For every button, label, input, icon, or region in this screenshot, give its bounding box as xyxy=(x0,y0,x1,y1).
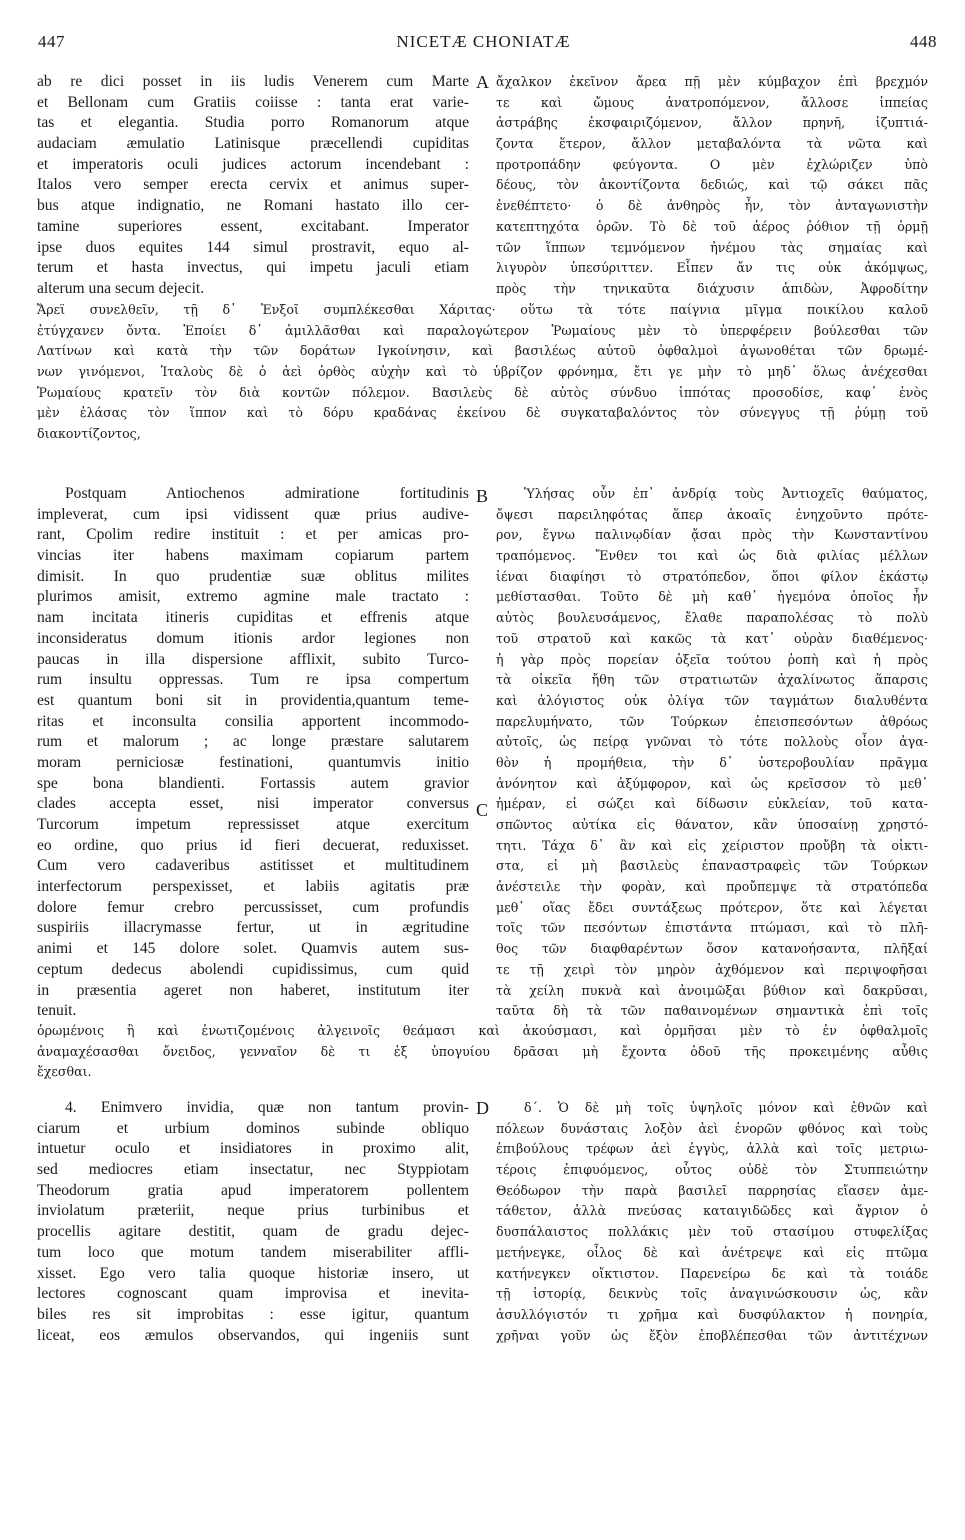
latin-line: dolore femur crebro percussisset, cum profundis xyxy=(37,898,469,916)
greek-line: διακοντίζοντος, xyxy=(37,426,141,442)
latin-line: animi et 145 dolore solet. Quamvis autem sus- xyxy=(37,940,469,958)
latin-line: ritas et inconsulta consilia apportent incommodo- xyxy=(37,712,469,730)
greek-line: ἰέναι διαφίησι τὸ στρατόπεδον, ὅποι φίλον ἑκάστῳ xyxy=(496,568,928,584)
greek-line: μετήνεγκε, οἶλος δὲ καὶ ἀνέτρεψε καὶ εἰς πτῶμα xyxy=(496,1244,928,1260)
page-number-left: 447 xyxy=(38,32,65,51)
latin-line: dimisit. In quo prudentiæ suæ oblitus milites xyxy=(37,567,469,585)
margin-letter-d: D xyxy=(476,1098,489,1118)
latin-line: Cum vero cadaveribus astitisset et multitudinem xyxy=(37,857,469,875)
latin-line: tas et elegantia. Studia porro Romanorum atque xyxy=(37,114,469,132)
greek-line: τε καὶ ὤμους ἀνατροπόμενον, ἄλλοσε ἱππείας xyxy=(496,94,928,110)
latin-line: intuetur oculo et insidiatores in proximo alit, xyxy=(37,1140,469,1158)
greek-fullwidth-b xyxy=(37,1021,928,1083)
latin-line: vincias iter habens maximam copiarum partem xyxy=(37,547,469,565)
latin-column-d xyxy=(37,1098,469,1346)
latin-line: inconsideratus domum itionis ardor legiones non xyxy=(37,629,469,647)
greek-line: δ΄. Ὁ δὲ μὴ τοῖς ὑψηλοῖς μόνον καὶ ἐθνῶν καὶ xyxy=(524,1100,928,1115)
latin-line: Theodorum gratia apud imperatorem pollentem xyxy=(37,1181,469,1199)
greek-line: ἀνέστειλε τὴν φορὰν, καὶ προὔπεμψε τὰ στρατόπεδα xyxy=(496,879,928,895)
greek-line: ἀνόνητον καὶ ἀξύμφορον, καὶ ὡς κρεῖσσον τὸ μεθ᾽ xyxy=(496,775,928,791)
greek-line: ταῦτα δὴ τὰ τῶν παθαινομένων σημαντικὰ ἐπὶ τοῖς xyxy=(496,1003,928,1019)
latin-line: in præsentia ageret non haberet, institutum iter xyxy=(37,981,469,999)
latin-line: et Bellonam cum Gratiis coiisse : tanta erat varie- xyxy=(37,93,469,111)
margin-letter-c: C xyxy=(476,800,489,820)
latin-line: est quantum boni sit in providentia,quantum teme- xyxy=(37,691,469,709)
greek-line: ρον, ἔγνω παλινῳδίαν ᾄσαι πρὸς τὴν Κωνσταντίνου xyxy=(496,527,928,543)
latin-line: sed mediocres etiam insectatur, nec Styppiotam xyxy=(37,1161,469,1179)
latin-line: tamine superiores essent, excitabant. Imperator xyxy=(37,217,469,235)
latin-line: spe bona blandienti. Fortassis autem gravior xyxy=(37,774,469,792)
latin-line: procellis agitare destitit, quam de gradu dejec- xyxy=(37,1223,469,1241)
greek-line: θὸν ἡ προμήθεια, τὴν δ᾽ ὑστεροβουλίαν πρᾶγμα xyxy=(496,754,928,770)
greek-line: παρελυμήνατο, τῶν Τούρκων ἐπεισπεσόντων ἀθρόως xyxy=(496,713,928,729)
latin-line: rant, Cpolim redire instituit : et per amicas pro- xyxy=(37,526,469,544)
greek-column-a xyxy=(496,72,928,300)
greek-line: ἄχαλκον ἐκεῖνον ἄρεα πῇ μὲν κύμβαχον ἐπὶ βρεχμόν xyxy=(496,74,928,89)
latin-line: terum et hasta invectus, qui impetu jaculi etiam xyxy=(37,259,469,277)
greek-line: ἀναμαχέσασθαι ὄνειδος, γενναῖον δὲ τι ἐξ ὑπογυίου δρᾶσαι μὴ ἔχοντα ὁδοῦ τῆς προκειμένης αὖθις xyxy=(37,1043,928,1059)
latin-line: ipse duos equites 144 simul prostravit, equo al- xyxy=(37,238,469,256)
latin-line: paucas in illa dispersione afflixit, subito Turco- xyxy=(37,650,469,668)
greek-line: κατήνεγκεν οἴκτιστον. Παρενείρω δε καὶ τὰ τοιάδε xyxy=(496,1265,928,1281)
latin-column-a xyxy=(37,72,469,300)
greek-line: τὰ χείλη πυκνὰ καὶ ἀνοιμῶξαι βύθιον καὶ δακρῦσαι, xyxy=(496,982,928,998)
latin-line: ciarum et urbium dominos subinde obliquo xyxy=(37,1119,469,1137)
greek-line: τάθετον, ἀλλὰ πνεύσας καταιγιδῶδες καὶ ἄγριον ὁ xyxy=(496,1203,928,1219)
greek-line: μὲν ἐλάσας τὸν ἵππον καὶ τὸ δόρυ κραδάνας ἐκείνου δὲ συγκαταβαλόντος τὸν σύνεγγυς τῇ ῥύμῃ τοῦ xyxy=(37,405,928,421)
greek-line: σπῶντος αὐτίκα εἰς θάνατον, κἂν ὑποσαίνῃ χρηστό- xyxy=(496,817,928,832)
latin-line: clades accepta esset, nisi imperator conversus xyxy=(37,795,469,813)
latin-line: alterum una secum dejecit. xyxy=(37,279,205,297)
latin-line: Turcorum impetum repressisset atque exercitum xyxy=(37,816,469,833)
latin-column-b xyxy=(37,484,469,1022)
greek-line: κατεπτηχότα ὁρῶν. Τὸ δὲ τοῦ ἀέρος ῥόθιον τῇ ὁρμῇ xyxy=(496,218,928,234)
greek-line: δυσπάλαιστος πολλάκις μὲν τοῦ στασίμου στυφελίξας xyxy=(496,1224,928,1240)
latin-line: nam incitata itineris cupiditas et effrenis atque xyxy=(37,609,469,627)
greek-line: τοῖς τῶν πεσόντων ἐπιστάντα πτώμασι, καὶ τὸ πλῆ- xyxy=(496,920,928,936)
greek-line: πρὸς τὴν τηνικαῦτα διάχυσιν ἀπιδὼν, Ἀφροδίτην xyxy=(496,280,928,296)
greek-line: αὐτὸς βουλευσάμενος, ἔλαθε παραπολέσας τὸ πολὺ xyxy=(496,610,928,626)
greek-line: ἐτύγχανεν ὄντα. Ἐποίει δ᾽ ἁμιλλᾶσθαι καὶ παραλογώτερον Ῥωμαίους μὲν τὸ ὑπερφέρειν βούλεσθαι τῶν xyxy=(37,322,928,338)
greek-line: καὶ ἀλόγιστος οὐκ ὀλίγα τῶν ταγμάτων διαλυθέντα xyxy=(496,692,928,708)
greek-line: τῶν ἵππων τεμνόμενον ἠνέμου τὰς σημαίας καὶ xyxy=(496,239,928,255)
greek-line: ζοντα ἕτερον, ἄλλον μεταβαλόντα τὰ νῶτα καὶ xyxy=(496,136,928,152)
latin-line: xisset. Ego vero talia quoque historiæ insero, ut xyxy=(37,1264,469,1282)
latin-line: rum et malorum ; ac longe præstare salutarem xyxy=(37,733,469,751)
margin-letter-b: B xyxy=(476,486,489,506)
latin-line: inviolatum præteriit, neque prius turbinibus et xyxy=(37,1202,469,1220)
latin-line: Postquam Antiochenos admiratione fortitudinis xyxy=(65,485,469,502)
latin-line: eo ordine, quo prius id fieri decuerat, reduxisset. xyxy=(37,836,469,854)
greek-line: Θεόδωρον τὴν παρὰ βασιλεῖ παρρησίας εἴασεν ἀμε- xyxy=(496,1182,928,1198)
greek-fullwidth-a xyxy=(37,300,928,445)
latin-line: Italos vero semper erecta cervix et animus super- xyxy=(37,176,469,194)
greek-line: Ῥωμαίους κρατεῖν τὸν διὰ κοντῶν πόλεμον. Βασιλεὺς δὲ αὐτὸς σύνδυο ἱππότας προσοδίσε, καφ᾽ ἑνὸς xyxy=(37,384,928,400)
greek-line: Ἄρεϊ συνελθεῖν, τῇ δ᾽ Ἐνξοῖ συμπλέκεσθαι Χάριτας· οὕτω τὰ τότε παίγνια μῖγμα ποικίλου καλοῦ xyxy=(37,302,928,317)
latin-line: suspiriis illacrymasse fertur, ut in ægritudine xyxy=(37,919,469,937)
greek-line: θος τῶν διαφθαρέντων ὅσον κατανοήσαντα, πλῆξαί xyxy=(496,941,928,957)
latin-line: impleverat, cum ipsi vidissent quæ prius audive- xyxy=(37,505,469,523)
margin-letter-a: A xyxy=(476,72,489,92)
greek-line: ἔχεσθαι. xyxy=(37,1064,92,1080)
greek-line: ἀσυλλόγιστόν τι χρῆμα καὶ δυσφύλακτον ἡ πονηρία, xyxy=(496,1306,928,1322)
greek-line: στα, εἰ μὴ βασιλεὺς ἐπαναστραφεὶς τῶν Τούρκων xyxy=(496,858,928,874)
greek-line: τοῦ στρατοῦ καὶ κακῶς τὰ κατ᾽ οὐρὰν διαθέμενος· xyxy=(496,630,928,646)
latin-line: ceptum dedecus abolendi cupidissimus, cum quid xyxy=(37,960,469,978)
greek-line: τητι. Τάχα δ᾽ ἂν καὶ εἰς χείριστον προὔβη τὰ οἰκτι- xyxy=(496,837,928,853)
greek-line: ἡ γὰρ πρὸς πορείαν ὀξεῖα τούτου ῥοπὴ καὶ ἡ πρὸς xyxy=(496,651,928,667)
greek-line: ἡμέραν, εἰ σώζει καὶ δίδωσιν εὐκλείαν, τοῦ κατα- xyxy=(496,796,928,812)
greek-line: τῇ ἱστορίᾳ, δεικνὺς τοῖς ἀναγινώσκουσιν ὡς, κἂν xyxy=(496,1286,928,1302)
greek-line: ἐπιβούλους τρέφων ἀεὶ ἐγγὺς, ἀλλὰ καὶ τοῖς μετριω- xyxy=(496,1141,928,1157)
greek-line: ἀστράβης ἐκσφαιριζόμενον, ἄλλον πρηνῆ, ἰζυπτιά- xyxy=(496,115,928,131)
greek-line: ὄψεσι παρειληφότας ἅπερ ἀκοαῖς ἐνηχοῦντο πρότε- xyxy=(496,506,928,522)
greek-column-b xyxy=(496,484,928,1022)
latin-line: lectores cognoscant quam improvisa et inevita- xyxy=(37,1285,469,1303)
latin-line: ab re dici posset in iis ludis Venerem cum Marte xyxy=(37,73,469,90)
greek-line: Ὑλήσας οὖν ἐπ᾽ ἀνδρίᾳ τοὺς Ἀντιοχεῖς θαύματος, xyxy=(524,486,928,501)
greek-line: μεθ᾽ οἵας ἔδει συντάξεως πρότερον, ὅτε καὶ λέγεται xyxy=(496,899,928,915)
latin-line: et imperatoris oculi judices actorum incendebant : xyxy=(37,155,469,173)
greek-line: νων γινόμενοι, Ἰταλοὺς δὲ ὁ ἀεὶ ὀρθὸς αὐχὴν καὶ τὸ ὑβρίζον φρόνημα, ἔτι γε μὴν τὸ μηδ᾽ ὅλως ἀνέχεσθαι xyxy=(37,364,928,380)
latin-line: biles res sit improbitas : esse igitur, quantum xyxy=(37,1305,469,1323)
greek-line: δέους, τὸν ἀκοντίζοντα δεδιώς, καὶ τῷ σάκει πᾶς xyxy=(496,177,928,193)
latin-line: tum loco que motum tandem miserabiliter affli- xyxy=(37,1243,469,1261)
latin-line: interfectorum perspexisset, et labiis agitatis præ xyxy=(37,878,469,896)
page-number-right: 448 xyxy=(910,32,937,51)
latin-line: liceat, eos æmulos observandos, qui ingeniis sunt xyxy=(37,1326,469,1344)
latin-line: rum insultu oppressas. Tum re ipsa compertum xyxy=(37,671,469,689)
latin-line: tenuit. xyxy=(37,1002,77,1020)
greek-line: ὁρωμένοις ἢ καὶ ἐνωτιζομένοις ἀλγεινοῖς θεάμασι καὶ ἀκούσμασι, καὶ ὁρμῆσαι μὲν τὸ ἐν ὀφθαλμοῖς xyxy=(37,1023,928,1038)
greek-line: τὰ οἰκεῖα ἤθη τῶν στρατιωτῶν ἀχαλίνωτος ἅπαρσις xyxy=(496,672,928,688)
latin-line: moram perniciosæ festinationi, quantumvis initio xyxy=(37,753,469,771)
page-header xyxy=(30,32,937,58)
greek-line: μεθίστασθαι. Τοῦτο δὲ μὴ καθ᾽ ἡγεμόνα ὁποῖος ἦν xyxy=(496,589,928,605)
latin-line: audaciam æmulatio Latinisque præcellendi cupiditas xyxy=(37,135,469,153)
greek-line: προτροπάδην φεύγοντα. Ο μὲν ἐχλώριζεν ὑπὸ xyxy=(496,156,928,172)
greek-line: αὐτοῖς, ὡς πείρᾳ γνῶναι τὸ τότε πολλοὺς οἷον ἀγα- xyxy=(496,734,928,750)
greek-line: τέροις ἐπιφυόμενος, οὗτος οὐδὲ τὸν Στυππειώτην xyxy=(496,1162,928,1178)
greek-line: τε τῇ χειρὶ τὸν μηρὸν ἀχθόμενον καὶ περιψοφῆσαι xyxy=(496,961,928,977)
running-title: NICETÆ CHONIATÆ xyxy=(396,32,571,51)
greek-line: λιγυρὸν ὑπεσύριττεν. Εἶπεν ἄν τις οὐκ ἀκόμψως, xyxy=(496,260,928,276)
greek-line: ἐνεθέπτετο· ὁ δὲ ἀνθηρὸς ἦν, τὸν ἀνταγωνιστὴν xyxy=(496,198,928,214)
latin-line: bus atque indignatio, ne Romani hastato illo cer- xyxy=(37,197,469,215)
latin-line: plurimos amisit, extremo agmine male tractato : xyxy=(37,588,469,606)
greek-line: τραπόμενος. Ἔνθεν τοι καὶ ὡς διὰ φιλίας μέλλων xyxy=(496,548,928,564)
greek-line: χρῆναι γοῦν ὡς ἔξὸν ἐποβλέπεσθαι τῶν ἀντιτέχνων xyxy=(496,1327,928,1343)
greek-line: πόλεων δυνάσταις λοξὸν ἀεὶ ἐνορῶν φθόνος καὶ τοὺς xyxy=(496,1120,928,1136)
latin-line: 4. Enimvero invidia, quæ non tantum provin- xyxy=(65,1099,469,1116)
greek-column-d xyxy=(496,1098,928,1346)
greek-line: Λατίνων καὶ κατὰ τὴν τῶν δοράτων Ιγκοίνησιν, καὶ βασιλέως αὐτοῦ ὀφθαλμοὶ ἀγωνοθέται τῶν δρωμέ- xyxy=(37,343,928,359)
